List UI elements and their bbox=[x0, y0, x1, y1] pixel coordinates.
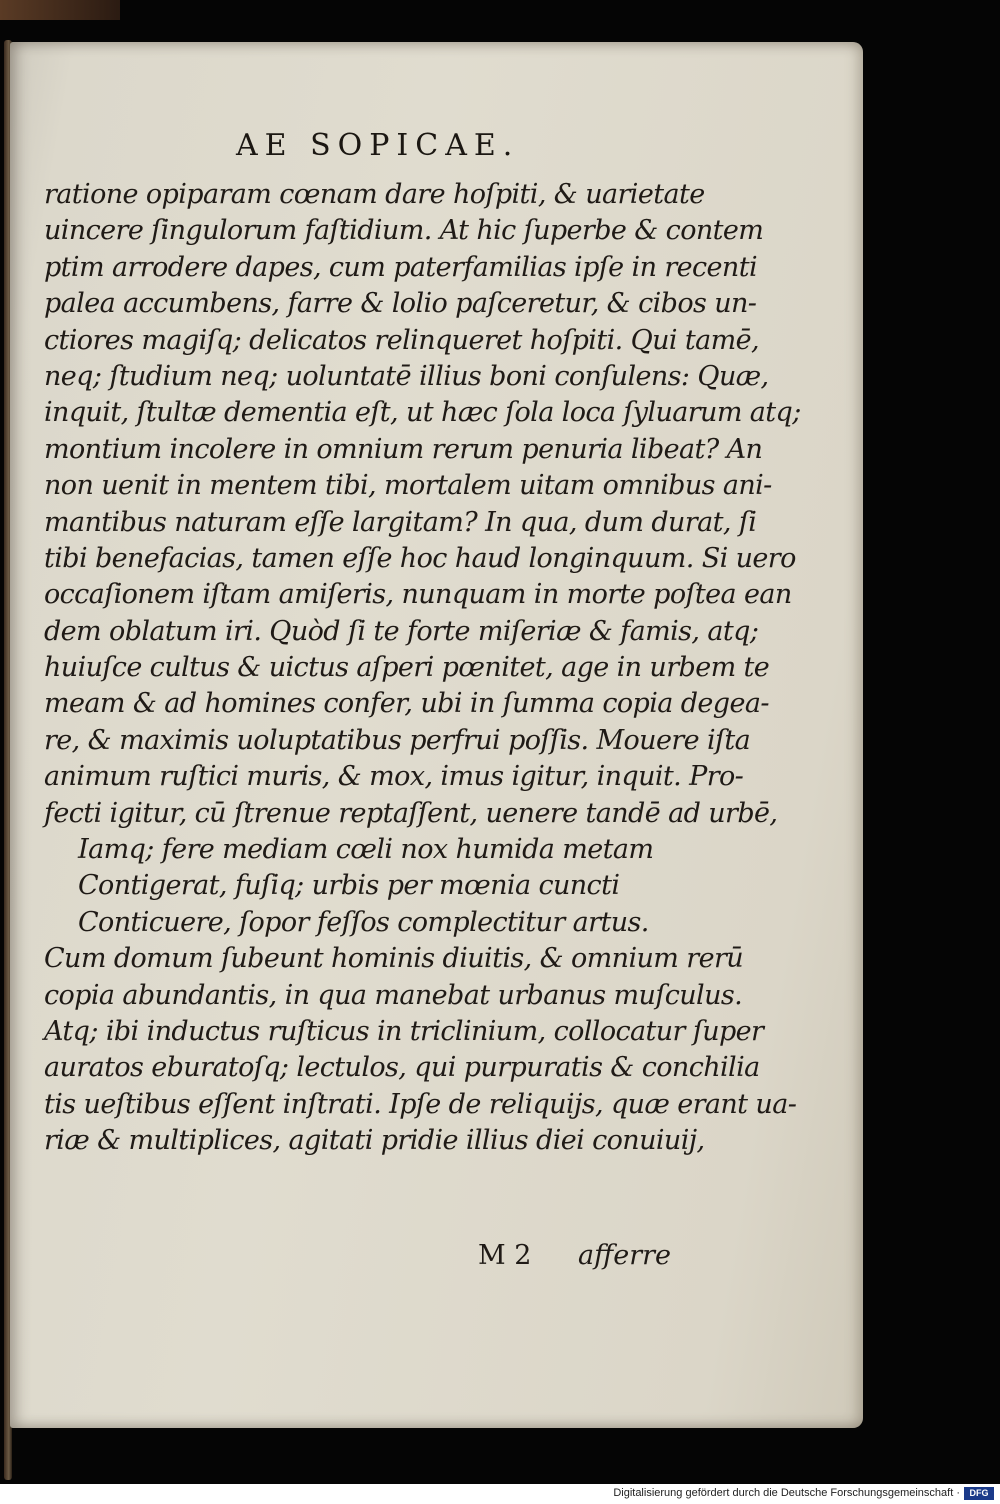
text-line: fecti igitur, cū ſtrenue reptaſſent, uenere tandē ad urbē, bbox=[44, 797, 778, 829]
text-line: ratione opiparam cœnam dare hoſpiti, & uarietate bbox=[44, 179, 705, 210]
text-line: copia abundantis, in qua manebat urbanus muſculus. bbox=[44, 979, 743, 1011]
text-line: meam & ad homines confer, ubi in ſumma copia degea- bbox=[44, 688, 769, 720]
text-line: palea accumbens, farre & lolio paſceretur, & cibos un- bbox=[44, 288, 757, 320]
verse-line: Conticuere, ſopor feſſos complectitur artus. bbox=[78, 906, 649, 938]
text-line: inquit, ſtultæ dementia eſt, ut hæc ſola loca ſyluarum atq; bbox=[44, 397, 801, 429]
text-line: ctiores magiſq; delicatos relinqueret hoſpiti. Qui tamē, bbox=[44, 324, 760, 356]
text-line: tis ueſtibus eſſent inſtrati. Ipſe de reliquijs, quæ erant ua- bbox=[44, 1088, 797, 1120]
text-line: montium incolere in omnium rerum penuria libeat? An bbox=[44, 433, 763, 465]
text-line: auratos eburatoſq; lectulos, qui purpuratis & conchilia bbox=[44, 1052, 760, 1084]
dfg-logo: DFG bbox=[964, 1487, 994, 1500]
text-line: occaſionem iſtam amiſeris, nunquam in morte poſtea ean bbox=[44, 579, 792, 611]
text-line: huiuſce cultus & uictus aſperi pœnitet, age in urbem te bbox=[44, 652, 770, 684]
text-line: animum ruſtici muris, & mox, imus igitur, inquit. Pro- bbox=[44, 761, 744, 793]
text-line: ptim arrodere dapes, cum paterfamilias ipſe in recenti bbox=[44, 251, 758, 283]
text-line: dem oblatum iri. Quòd ſi te forte miſeriæ & famis, atq; bbox=[44, 615, 759, 647]
text-line: tibi benefacias, tamen eſſe hoc haud longinquum. Si uero bbox=[44, 542, 796, 574]
text-line: re, & maximis uoluptatibus perfrui poſſis. Mouere iſta bbox=[44, 724, 751, 756]
text-line: non uenit in mentem tibi, mortalem uitam omnibus ani- bbox=[44, 470, 772, 502]
text-block bbox=[44, 177, 801, 1160]
funding-credit: Digitalisierung gefördert durch die Deutsche Forschungsgemeinschaft · bbox=[613, 1487, 960, 1499]
text-line: riæ & multiplices, agitati pridie illius diei conuiuij, bbox=[44, 1125, 705, 1157]
text-line: Cum domum ſubeunt hominis diuitis, & omnium rerū bbox=[44, 943, 744, 975]
text-line: Atq; ibi inductus ruſticus in triclinium, collocatur ſuper bbox=[44, 1015, 764, 1047]
running-head: AE SOPICAE. bbox=[236, 128, 520, 163]
text-line: uincere ſingulorum faſtidium. At hic ſuperbe & contem bbox=[44, 215, 764, 247]
verse-line: Iamq; fere mediam cœli nox humida metam bbox=[78, 834, 654, 866]
text-line: neq; ſtudium neq; uoluntatē illius boni conſulens: Quæ, bbox=[44, 360, 769, 392]
verse-line: Contigerat, fuſiq; urbis per mœnia cuncti bbox=[78, 870, 620, 902]
catchword: afferre bbox=[578, 1240, 671, 1271]
book-binding-edge bbox=[0, 0, 120, 20]
signature-mark: M 2 bbox=[478, 1240, 532, 1271]
text-line: mantibus naturam eſſe largitam? In qua, dum durat, ſi bbox=[44, 506, 757, 538]
